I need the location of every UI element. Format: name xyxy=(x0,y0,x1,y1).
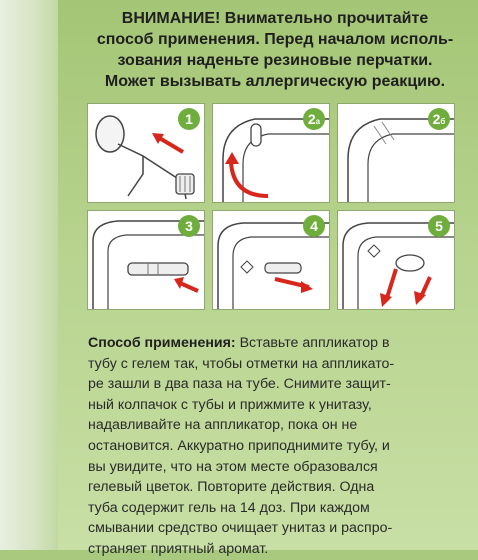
instructions-line: ре зашли в два паза на тубе. Снимите защит- xyxy=(88,376,391,393)
instructions-line: туба содержит гель на 14 доз. При каждом xyxy=(88,499,370,516)
warning-line: способ применения. Перед началом исполь- xyxy=(96,31,454,48)
warning-line: Может вызывать аллергическую реакцию. xyxy=(104,73,446,90)
step-badge: 1 xyxy=(178,108,200,130)
step-1-illustration xyxy=(87,103,205,203)
instructions-line: тубу с гелем так, чтобы отметки на аппликато- xyxy=(88,355,395,372)
warning-line: зования наденьте резиновые перчатки. xyxy=(117,52,433,69)
instructions-heading: Способ применения: xyxy=(88,335,236,351)
instructions-line: остановится. Аккуратно приподнимите тубу, и xyxy=(88,437,390,454)
instructions-line: надавливайте на аппликатор, пока он не xyxy=(88,417,358,434)
step-badge: 3 xyxy=(178,215,200,237)
warning-block xyxy=(80,8,470,92)
instructions-line: страняет приятный аромат. xyxy=(88,540,269,557)
left-packaging-strip xyxy=(0,0,58,550)
step-badge: 4 xyxy=(303,215,325,237)
instructions-line: Способ применения: Вставьте аппликатор в xyxy=(88,335,390,351)
step-badge: 5 xyxy=(428,215,450,237)
step-5-illustration xyxy=(337,210,455,310)
instructions-line: смывании средство очищает унитаз и распро- xyxy=(88,520,393,537)
instructions-line: гелевый цветок. Повторите действия. Одна xyxy=(88,479,375,496)
step-3-illustration xyxy=(87,210,205,310)
step-2a-illustration xyxy=(212,103,330,203)
warning-line: ВНИМАНИЕ! Внимательно прочитайте xyxy=(121,10,429,27)
step-badge: 2а xyxy=(303,108,325,130)
instructions-line: ный колпачок с тубы и прижмите к унитазу, xyxy=(88,396,372,413)
step-2b-illustration xyxy=(337,103,455,203)
usage-instructions xyxy=(88,333,468,560)
step-badge: 2б xyxy=(428,108,450,130)
step-4-illustration xyxy=(212,210,330,310)
instructions-line: вы увидите, что на этом месте образовался xyxy=(88,458,378,475)
